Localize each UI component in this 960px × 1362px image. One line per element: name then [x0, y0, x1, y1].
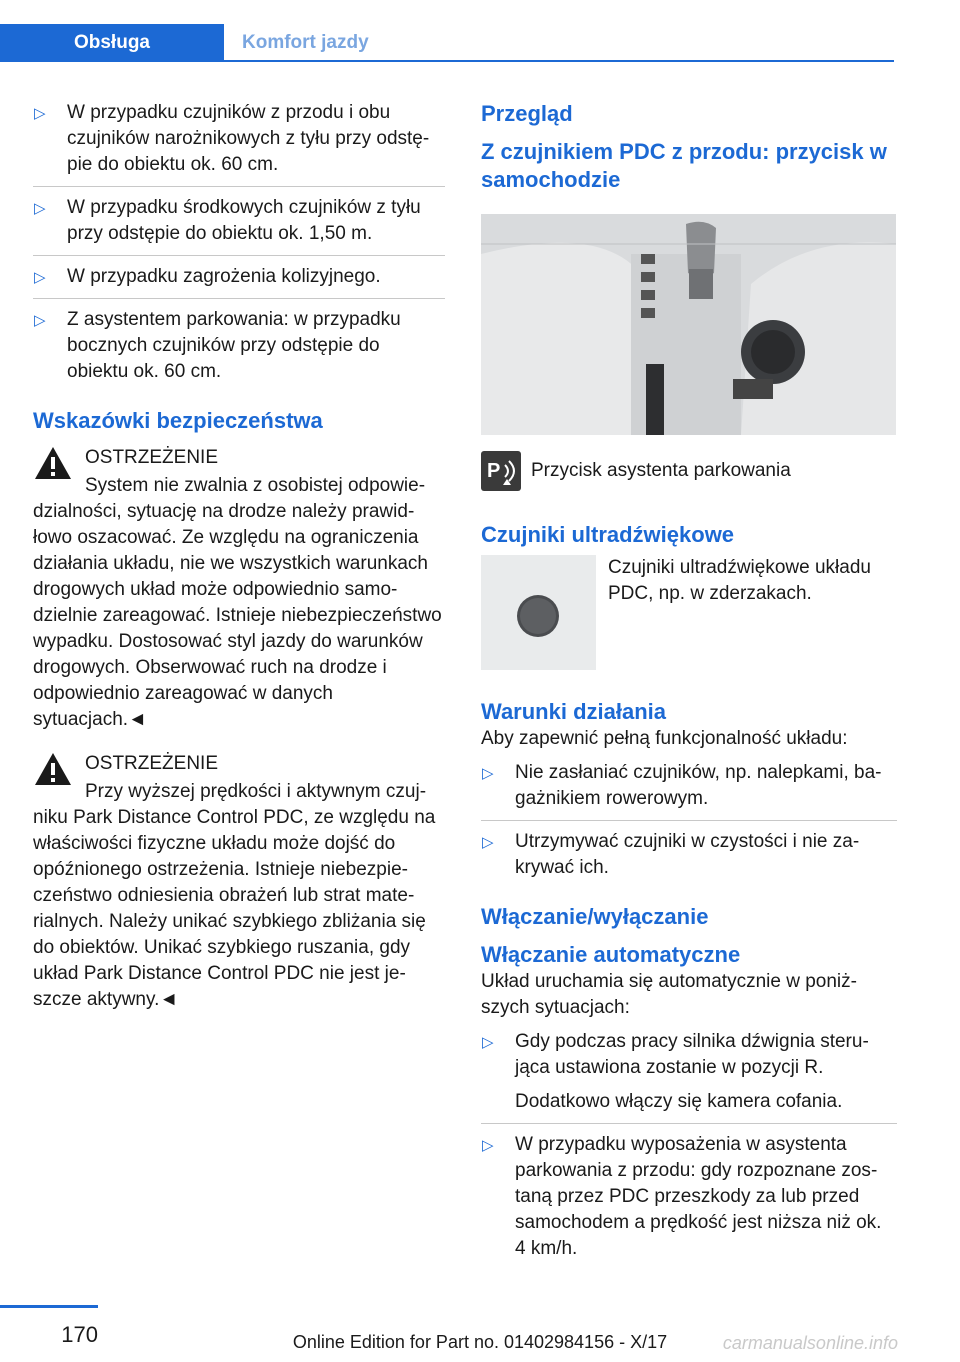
list-item: ▷ Gdy podczas pracy silnika dźwignia sterująca ustawiona zostanie w pozycji R. Dodatkowo włączy się kamera cofania. [481, 1029, 897, 1115]
bullet-triangle-icon: ▷ [482, 765, 494, 782]
park-assist-button-icon [481, 451, 521, 491]
list-item: ▷ Nie zasłaniać czujników, np. nalepkami, bagażnikiem rowerowym. [482, 762, 882, 809]
conditions-bullets [481, 760, 897, 881]
list-item: ▷ W przypadku zagrożenia kolizyjnego. [33, 264, 445, 290]
button-caption-row [481, 451, 897, 493]
divider [481, 820, 897, 821]
auto-bullet-extra: Dodatkowo włączy się kamera cofania. [515, 1091, 843, 1112]
divider [33, 298, 445, 299]
edition-note: Online Edition for Part no. 01402984156 - X/17 [292, 1332, 668, 1352]
warning-title: OSTRZEŻENIE [85, 447, 219, 468]
bullet-triangle-icon: ▷ [482, 1137, 494, 1154]
conditions-heading: Warunki działania [481, 699, 667, 724]
bullet-triangle-icon: ▷ [482, 834, 494, 851]
conditions-intro: Aby zapewnić pełną funkcjonalność układu: [481, 728, 848, 749]
divider [33, 186, 445, 187]
button-caption: Przycisk asystenta parkowania [531, 460, 791, 481]
warning-block-2 [33, 751, 445, 1013]
list-item: ▷ W przypadku wyposażenia w asystenta parkowania z przodu: gdy rozpoznane zostaną przez PDC przeszkody za lub przed samochodem a prędkość jest niższa niż ok. 4 km/h. [482, 1134, 882, 1259]
bullet-triangle-icon: ▷ [34, 312, 46, 329]
left-column [33, 100, 445, 1013]
svg-text:P: P [487, 460, 501, 482]
bullet-triangle-icon: ▷ [34, 200, 46, 217]
distance-bullets [33, 100, 445, 385]
chapter-header [0, 24, 894, 62]
bullet-triangle-icon: ▷ [34, 269, 46, 286]
ultrasonic-sensor-image [481, 555, 596, 670]
pdc-heading: Z czujnikiem PDC z przodu: przycisk w samochodzie [481, 139, 887, 192]
divider [33, 255, 445, 256]
list-item: ▷ W przypadku środkowych czujników z tyłu przy odstępie do obiektu ok. 1,50 m. [34, 197, 421, 244]
tab-komfort-jazdy[interactable]: Komfort jazdy [242, 32, 369, 53]
tab-obsluga[interactable]: Obsługa [0, 24, 224, 62]
onoff-heading: Włączanie/wyłączanie [481, 904, 709, 929]
watermark: carmanualsonline.info [722, 1333, 898, 1353]
safety-heading: Wskazówki bezpieczeństwa [33, 408, 323, 433]
console-photo [481, 214, 896, 435]
ultrasonic-row [481, 555, 897, 670]
footer-rule [0, 1305, 98, 1308]
warning-triangle-icon [33, 445, 73, 481]
page-number: 170 [61, 1322, 98, 1347]
list-item: ▷ Z asystentem parkowania: w przypadku bocznych czujników przy odstępie do obiektu ok. 60 cm. [34, 309, 401, 382]
auto-intro: Układ uruchamia się automatycznie w poniższych sytuacjach: [481, 971, 857, 1018]
right-column [481, 100, 897, 1262]
center-console-image [481, 214, 896, 435]
list-item: ▷ Utrzymywać czujniki w czystości i nie zakrywać ich. [482, 831, 860, 878]
warning-title: OSTRZEŻENIE [85, 753, 219, 774]
sensor-photo [481, 555, 596, 670]
bullet-triangle-icon: ▷ [482, 1034, 494, 1051]
bullet-triangle-icon: ▷ [34, 105, 46, 122]
warning-block-1 [33, 445, 445, 733]
ultrasonic-text: Czujniki ultradźwiękowe układu PDC, np. w zderzakach. [608, 557, 871, 604]
warning-triangle-icon [33, 751, 73, 787]
ultrasonic-heading: Czujniki ultradźwiękowe [481, 522, 735, 547]
warning-text: Przy wyższej prędkości i aktywnym czujniku Park Distance Control PDC, ze względu na właściwości fizyczne układu może dojść do opóźnionego ostrzeżenia. Istnieje niebezpieczeństwo odniesienia obrażeń lub strat materialnych. Należy unikać szybkiego zbliżania się do obiektów. Unikać szybkiego ruszania, gdy układ Park Distance Control PDC nie jest jeszcze aktywny.◄ [33, 781, 436, 1010]
auto-bullets [481, 1029, 897, 1262]
divider [481, 1123, 897, 1124]
warning-text: System nie zwalnia z osobistej odpowiedzialności, sytuację na drodze należy prawidłowo oszacować. Ze względu na ograniczenia działania układu, nie we wszystkich warunkach drogowych układ może odpowiednio samodzielnie zareagować. Istnieje niebezpieczeństwo wypadku. Dostosować styl jazdy do warunków drogowych. Obserwować ruch na drodze i odpowiednio zareagować w danych sytuacjach.◄ [33, 475, 442, 730]
list-item: ▷ W przypadku czujników z przodu i obu czujników narożnikowych z tyłu przy odstępie do obiektu ok. 60 cm. [34, 102, 430, 175]
auto-heading: Włączanie automatyczne [481, 942, 741, 967]
overview-heading: Przegląd [481, 101, 573, 126]
header-rule [0, 60, 894, 62]
